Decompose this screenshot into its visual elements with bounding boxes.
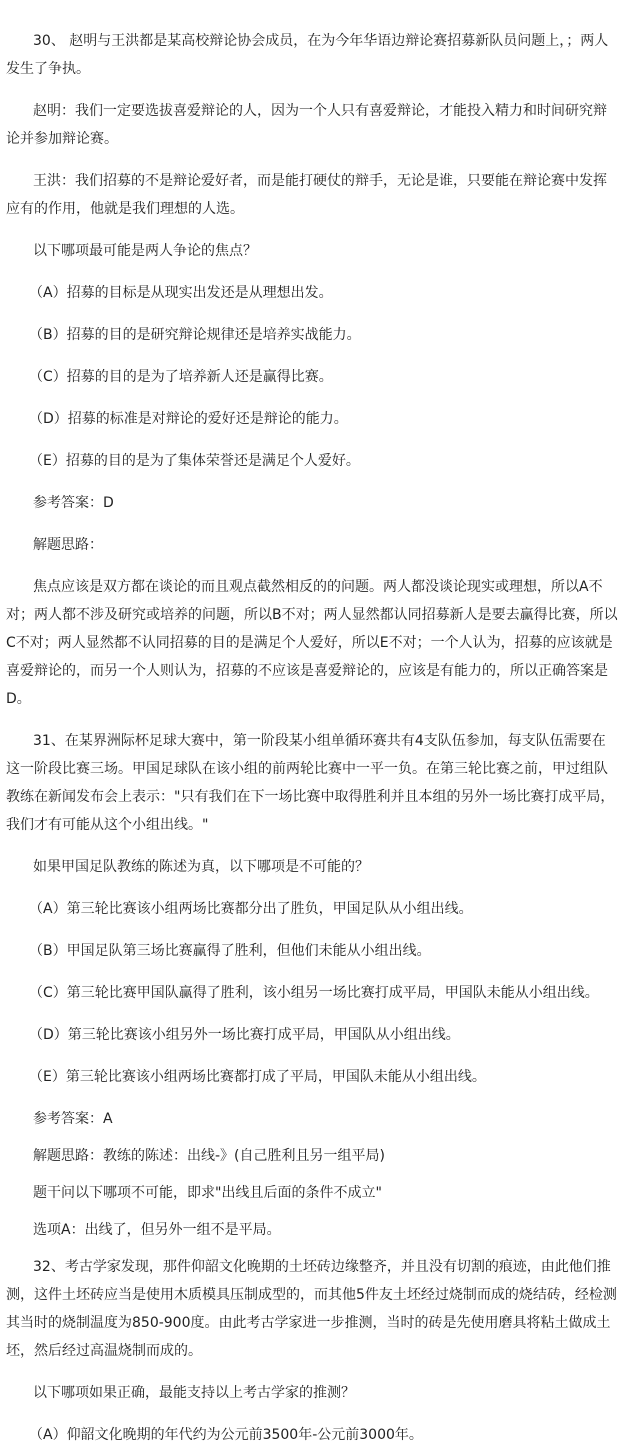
q30-analysis-label: 解题思路： — [33, 537, 103, 553]
q30-zhao-statement: 赵明：我们一定要选拔喜爱辩论的人，因为一个人只有喜爱辩论，才能投入精力和时间研究辩论并参加辩论赛。 — [6, 103, 607, 147]
q31-stem: 31、在某界洲际杯足球大赛中，第一阶段某小组单循环赛共有4支队伍参加，每支队伍需要在这一阶段比赛三场。甲国足球队在该小组的前两轮比赛中一平一负。在第三轮比赛之前，甲过组队教练在新闻发布会上表示："只有我们在下一场比赛中取得胜利并且本组的另外一场比赛打成平局，我们才有可能从这个小组出线。" — [6, 733, 615, 833]
q31-analysis-1: 解题思路：教练的陈述：出线-》(自己胜利且另一组平局) — [33, 1148, 385, 1164]
q30-option-e: （E）招募的目的是为了集体荣誉还是满足个人爱好。 — [29, 453, 360, 469]
q31-option-a: （A）第三轮比赛该小组两场比赛都分出了胜负，甲国足队从小组出线。 — [29, 901, 473, 917]
q31-analysis-3: 选项A：出线了，但另外一组不是平局。 — [33, 1222, 281, 1238]
q31-analysis-2: 题干问以下哪项不可能，即求"出线且后面的条件不成立" — [33, 1185, 382, 1201]
q30-option-d: （D）招募的标准是对辩论的爱好还是辩论的能力。 — [29, 411, 348, 427]
q30-option-b: （B）招募的目的是研究辩论规律还是培养实战能力。 — [29, 327, 361, 343]
q31-option-e: （E）第三轮比赛该小组两场比赛都打成了平局，甲国队未能从小组出线。 — [29, 1069, 486, 1085]
q30-wang-statement: 王洪：我们招募的不是辩论爱好者，而是能打硬仗的辩手，无论是谁，只要能在辩论赛中发挥应有的作用，他就是我们理想的人选。 — [6, 173, 607, 217]
q30-option-a: （A）招募的目标是从现实出发还是从理想出发。 — [29, 285, 333, 301]
q30-stem: 30、 赵明与王洪都是某高校辩论协会成员，在为今年华语边辩论赛招募新队员问题上，；两人发生了争执。 — [6, 33, 609, 77]
q31-option-c: （C）第三轮比赛甲国队赢得了胜利，该小组另一场比赛打成平局，甲国队未能从小组出线。 — [29, 985, 599, 1001]
q31-answer: 参考答案：A — [33, 1111, 113, 1127]
q30-answer: 参考答案：D — [33, 495, 114, 511]
q30-question: 以下哪项最可能是两人争论的焦点？ — [33, 243, 257, 259]
q30-analysis: 焦点应该是双方都在谈论的而且观点截然相反的的问题。两人都没谈论现实或理想，所以A不对；两人都不涉及研究或培养的问题，所以B不对；两人显然都认同招募新人是要去赢得比赛，所以C不对；两人显然都不认同招募的目的是满足个人爱好，所以E不对；一个人认为，招募的应该就是喜爱辩论的，而另一个人则认为，招募的不应该是喜爱辩论的，应该是有能力的，所以正确答案是D。 — [6, 579, 618, 707]
q31-option-d: （D）第三轮比赛该小组另外一场比赛打成平局，甲国队从小组出线。 — [29, 1027, 460, 1043]
q32-stem: 32、考古学家发现，那件仰韶文化晚期的土坯砖边缘整齐，并且没有切割的痕迹，由此他们推测，这件土坯砖应当是使用木质模具压制成型的，而其他5件友土坯经过烧制而成的烧结砖，经检测其当时的烧制温度为850-900度。由此考古学家进一步推测，当时的砖是先使用磨具将粘土做成土坯，然后经过高温烧制而成的。 — [6, 1259, 617, 1359]
q30-option-c: （C）招募的目的是为了培养新人还是赢得比赛。 — [29, 369, 333, 385]
q32-option-a: （A）仰韶文化晚期的年代约为公元前3500年-公元前3000年。 — [29, 1427, 423, 1443]
q31-question: 如果甲国足队教练的陈述为真，以下哪项是不可能的？ — [33, 859, 369, 875]
q32-question: 以下哪项如果正确，最能支持以上考古学家的推测？ — [33, 1385, 355, 1401]
q31-option-b: （B）甲国足队第三场比赛赢得了胜利，但他们未能从小组出线。 — [29, 943, 431, 959]
